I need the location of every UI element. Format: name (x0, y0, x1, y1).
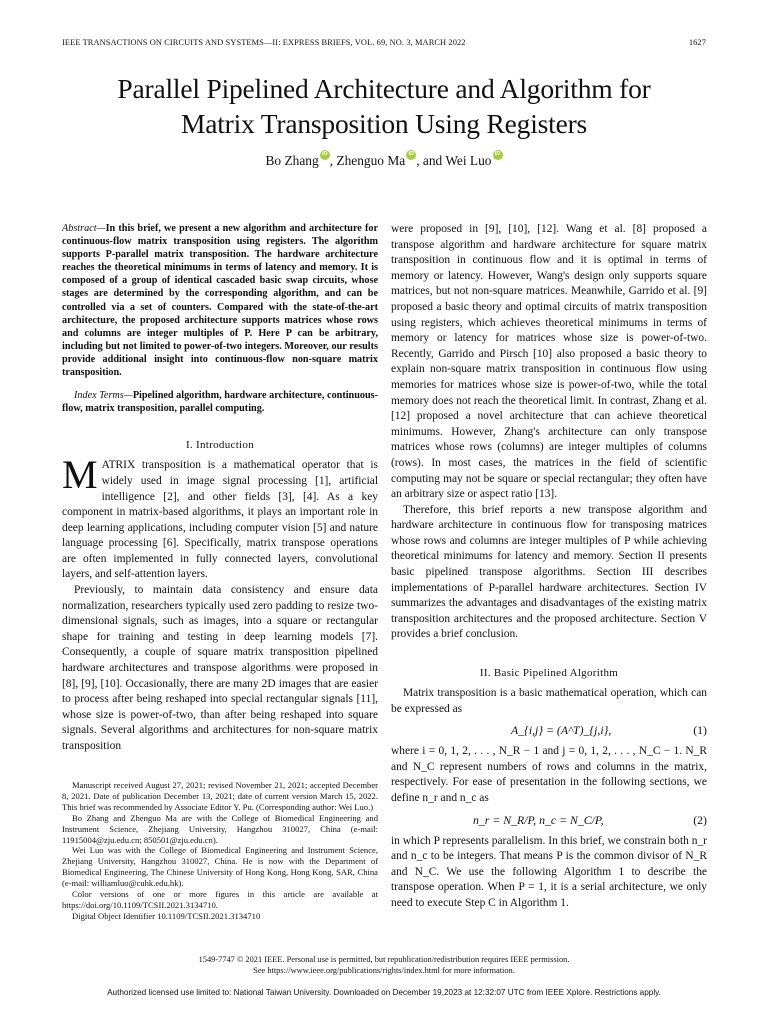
author-list (0, 150, 768, 169)
index-terms-lead: Index Terms— (74, 390, 133, 402)
section-heading: I. Introduction (185, 439, 255, 452)
orcid-icon[interactable] (493, 150, 503, 160)
footnote-manuscript: Manuscript received August 27, 2021; revised November 21, 2021; accepted December 8, 2021. Date of publication December 13, 2021; date of current version March 15, 2022. This brief was recommended by Associate Editor Y. Pu. (Corresponding author: Wei Luo.) (62, 780, 378, 812)
body-paragraph: in which P represents parallelism. In this brief, we constrain both n_r and n_c to be integers. That means P is the common divisor of N_R and N_C. We use the following Algorithm 1 to describe the transpose operation. When P = 1, it is a serial architecture, we only need to execute Step C in Algorithm 1. (391, 834, 707, 909)
body-paragraph: where i = 0, 1, 2, . . . , N_R − 1 and j = 0, 1, 2, . . . , N_C − 1. N_R and N_C represent numbers of rows and columns in the matrix, respectively. For ease of presentation in the following sections, we define n_r and n_c as (391, 745, 707, 804)
equation-1-number: (1) (693, 723, 707, 738)
drop-cap: M (62, 452, 98, 498)
equation-1 (391, 723, 707, 738)
body-paragraph: were proposed in [9], [10], [12]. Wang et al. [8] proposed a transpose algorithm and hardware architecture for square matrix transposition in continuous flow and it is optimal in terms of memory or latency. However, Wang's design only supports square matrices, but not non-square matrices. Meanwhile, Garrido et al. [9] proposed a basic theory and optimal circuits of matrix transposition using registers, which achieves theoretical minimums in terms of memory or latency for matrices whose size is power-of-two. Recently, Garrido and Pirsch [10] also proposed a basic theory to explain non-square matrix transposition in continuous flow using memories for matrices whose size is power-of-two, while the total memory does not reach the theoretical limit. In contrast, Zhang et al. [12] proposed a novel architecture that can achieve theoretical minimums. However, Zhang's architecture can only transpose matrices whose rows (columns) are integer multiples of columns (rows). In most cases, the matrices in the field of scientific computing may not be square or special rectangular; they often have an arbitrary size or aspect ratio [13]. (391, 223, 707, 501)
title-line-1: Parallel Pipelined Architecture and Algorithm for (117, 73, 651, 104)
left-column (62, 222, 378, 755)
body-paragraph: Matrix transposition is a basic mathematical operation, which can be expressed as (391, 687, 707, 715)
index-terms-text: Pipelined algorithm, hardware architecture, continuous-flow, matrix transposition, parallel computing. (62, 390, 378, 415)
footnotes (62, 780, 378, 922)
authorized-use-notice: Authorized licensed use limited to: National Taiwan University. Downloaded on December 19,2023 at 12:32:07 UTC from IEEE Xplore. Restrictions apply. (107, 988, 661, 997)
footnote-doi: Digital Object Identifier 10.1109/TCSII.2021.3134710 (72, 910, 261, 921)
abstract-lead: Abstract— (62, 223, 106, 234)
equation-2-number: (2) (693, 812, 707, 827)
body-paragraph: Therefore, this brief reports a new transpose algorithm and hardware architecture in continuous flow for transposing matrices whose rows and columns are integer multiples of P while achieving theoretical minimums for latency and memory. Section II presents basic pipelined transpose algorithms. Section III describes implementations of P-parallel hardware architectures. Section IV summarizes the advantages and disadvantages of the existing matrix transposition architectures and the proposed architecture. Section V provides a brief conclusion. (391, 503, 707, 641)
orcid-icon[interactable] (320, 150, 330, 160)
equation-2 (391, 813, 707, 828)
equation-2-body: n_r = N_R/P, n_c = N_C/P, (473, 812, 604, 827)
intro-paragraph-1 (62, 452, 378, 583)
footnote-affiliation-2: Wei Luo was with the College of Biomedical Engineering and Instrument Science, Zhejiang University, Hangzhou 310027, China. He is now with the Department of Biomedical Engineering, The Chinese University of Hong Kong, Hong Kong, SAR, China (e-mail: williamluo@cuhk.edu.hk). (62, 845, 378, 889)
equation-1-body: A_{i,j} = (A^T)_{j,i}, (511, 723, 612, 738)
copyright-line-1: 1549-7747 © 2021 IEEE. Personal use is permitted, but republication/redistribution requires IEEE permission. (198, 955, 570, 964)
section-heading: II. Basic Pipelined Algorithm (479, 667, 619, 680)
title-line-2: Matrix Transposition Using Registers (180, 108, 588, 139)
abstract (62, 222, 378, 379)
paper-title (30, 71, 738, 141)
abstract-text: In this brief, we present a new algorithm and architecture for continuous-flow matrix transposition using registers. The algorithm supports P-parallel matrix transposition. The hardware architecture reaches the theoretical minimums in terms of latency and memory. It is composed of a group of identical cascaded basic swap circuits, whose stages are determined by the corresponding algorithm, and can be controlled via a set of counters. Compared with the state-of-the-art architecture, the proposed architecture supports matrices whose rows and columns are integer multiples of P. Here P can be arbitrary, including but not limited to power-of-two integers. Moreover, our results provide additional insight into continuous-flow non-square matrix transposition. (62, 223, 378, 379)
running-header (62, 38, 706, 47)
author-separator: , (329, 153, 337, 168)
journal-name: IEEE TRANSACTIONS ON CIRCUITS AND SYSTEMS—II: EXPRESS BRIEFS, VOL. 69, NO. 3, MARCH 2022 (62, 38, 466, 47)
author-name: Bo Zhang (265, 153, 319, 168)
index-terms (62, 389, 378, 415)
intro-paragraph-2: Previously, to maintain data consistency and ensure data normalization, researchers typically used zero padding to resize two-dimensional signals, such as images, into a square or rectangular shape for training and testing in deep learning models [7]. Consequently, a couple of square matrix transposition pipelined hardware architectures and transpose algorithms were proposed in [8], [9], [10]. Occasionally, there are many 2D images that are easier to process after being reshaped into special rectangular signals [11], whose size is power-of-two, than after being reshaped into square signals. Several algorithms and architectures for non-square matrix transposition (62, 584, 378, 752)
footnote-color-versions: Color versions of one or more figures in this article are available at https://doi.org/10.1109/TCSII.2021.3134710. (62, 889, 378, 910)
copyright-notice (0, 954, 768, 976)
right-column (391, 222, 707, 912)
author-separator: , and (416, 153, 446, 168)
copyright-line-2[interactable]: See https://www.ieee.org/publications/rights/index.html for more information. (253, 966, 515, 975)
page-number: 1627 (688, 38, 706, 47)
intro-text-1: ATRIX transposition is a mathematical operator that is widely used in image signal processing [1], artificial intelligence [2], and other fields [3], [4]. As a key component in matrix-based algorithms, it plays an important role in deep learning applications, including computer vision [5] and nature language processing [6]. Specifically, matrix transpose operations are often implemented in fully connected layers, convolutional layers, and self-attention layers. (62, 459, 378, 581)
orcid-icon[interactable] (406, 150, 416, 160)
footnote-affiliation-1: Bo Zhang and Zhenguo Ma are with the College of Biomedical Engineering and Instrument Science, Zhejiang University, Hangzhou 310027, China (e-mail: 11915004@zju.edu.cn; 850501@zju.edu.cn). (62, 812, 378, 845)
author-name: Zhenguo Ma (336, 153, 406, 168)
author-name: Wei Luo (445, 153, 492, 168)
